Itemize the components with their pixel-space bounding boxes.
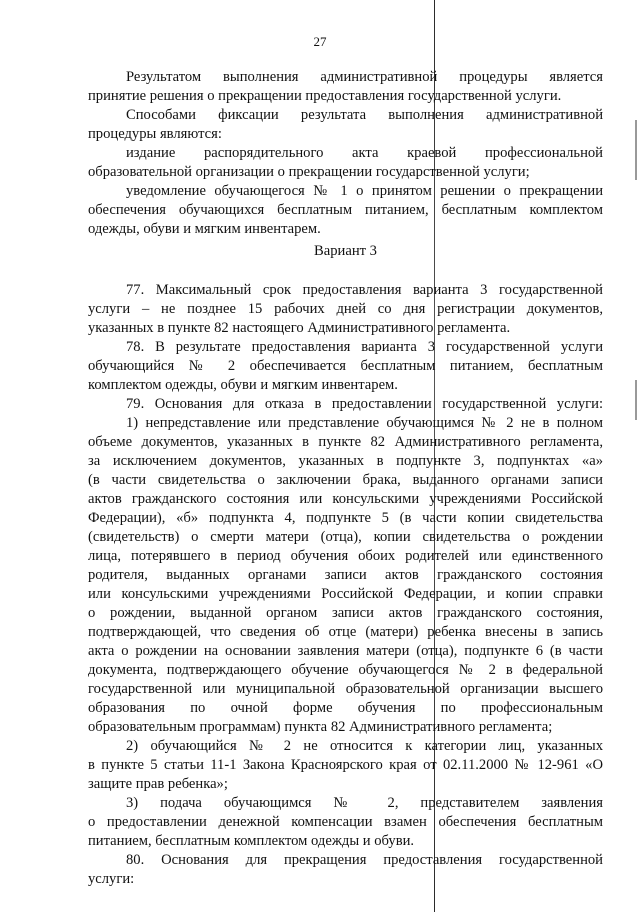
text-line: о рождении, выданной органом записи актов гражданского состояния, [88, 605, 603, 621]
text-line: 3) подача обучающимся № 2, представителем заявления [126, 795, 603, 811]
text-line: образовательной организации о прекращении государственной услуги; [88, 164, 530, 180]
text-line: одежды, обуви и мягким инвентарем. [88, 221, 321, 237]
text-line: или консульскими учреждениями Российской Федерации, и копии справки [88, 586, 603, 602]
text-line: Результатом выполнения административной процедуры является [126, 69, 603, 85]
text-line: в пункте 5 статьи 11-1 Закона Красноярского края от 02.11.2000 № 12-961 «О [88, 757, 603, 773]
text-line: 80. Основания для прекращения предоставления государственной [126, 852, 603, 868]
page-number: 27 [313, 34, 327, 49]
text-line: (в части свидетельства о заключении брака, выданного органами записи [88, 472, 603, 488]
text-line: государственной или муниципальной образовательной организации высшего [88, 681, 603, 697]
text-line: защите прав ребенка»; [88, 776, 228, 792]
text-line: родителя, выданных органами записи актов гражданского состояния [88, 567, 603, 583]
text-line: обучающийся № 2 обеспечивается бесплатным питанием, бесплатным [88, 358, 603, 374]
text-line: процедуры являются: [88, 126, 222, 142]
text-line: объеме документов, указанных в пункте 82 Административного регламента, [88, 434, 603, 450]
text-line: обеспечения обучающихся бесплатным питанием, бесплатным комплектом [88, 202, 603, 218]
scan-edge-mark [635, 380, 637, 420]
text-line: 2) обучающийся № 2 не относится к категории лиц, указанных [126, 738, 603, 754]
text-line: 78. В результате предоставления варианта 3 государственной услуги [126, 339, 603, 355]
text-line: услуги: [88, 871, 135, 887]
text-line: 79. Основания для отказа в предоставлении государственной услуги: [126, 396, 603, 412]
text-line: принятие решения о прекращении предоставления государственной услуги. [88, 88, 562, 104]
text-line: образования по очной форме обучения по профессиональным [88, 700, 603, 716]
text-line: документа, подтверждающего обучение обучающегося № 2 в федеральной [88, 662, 603, 678]
text-line: за исключением документов, указанных в подпункте 3, подпунктах «а» [88, 453, 603, 469]
text-line: актов гражданского состояния или консульскими учреждениями Российской [88, 491, 603, 507]
text-line: 77. Максимальный срок предоставления варианта 3 государственной [126, 282, 603, 298]
text-line: подтверждающей, что сведения об отце (матери) ребенка внесены в запись [88, 624, 603, 640]
text-line: о предоставлении денежной компенсации взамен обеспечения бесплатным [88, 814, 603, 830]
text-line: комплектом одежды, обуви и мягким инвентарем. [88, 377, 398, 393]
text-line: (свидетельств) о смерти матери (отца), копии свидетельства о рождении [88, 529, 603, 545]
text-line: Способами фиксации результата выполнения административной [126, 107, 603, 123]
scan-edge-mark [635, 120, 637, 180]
text-line: Федерации), «б» подпункта 4, подпункте 5 (в части копии свидетельства [88, 510, 603, 526]
text-line: питанием, бесплатным комплектом одежды и обуви. [88, 833, 415, 849]
text-line: акта о рождении на основании заявления матери (отца), подпункте 6 (в части [88, 643, 603, 659]
text-line: услуги – не позднее 15 рабочих дней со дня регистрации документов, [88, 301, 603, 317]
section-heading: Вариант 3 [314, 243, 377, 259]
text-line: 1) непредставление или представление обучающимся № 2 не в полном [126, 415, 603, 431]
text-line: образовательным программам) пункта 82 Административного регламента; [88, 719, 553, 735]
text-line: уведомление обучающегося № 1 о принятом решении о прекращении [126, 183, 603, 199]
text-line: лица, потерявшего в период обучения обоих родителей или единственного [88, 548, 603, 564]
text-line: издание распорядительного акта краевой профессиональной [126, 145, 603, 161]
text-line: указанных в пункте 82 настоящего Административного регламента. [88, 320, 511, 336]
